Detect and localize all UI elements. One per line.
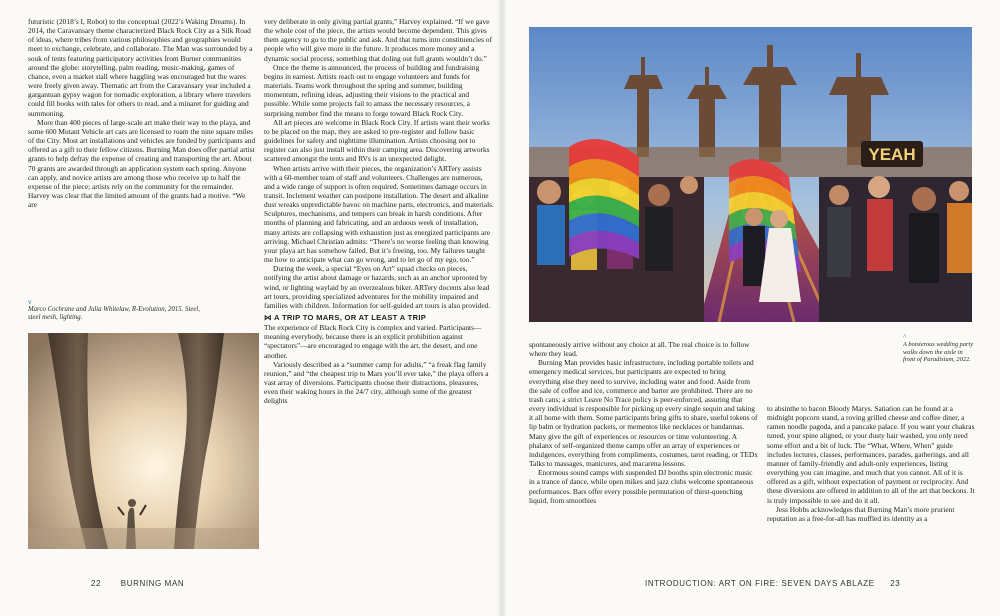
caption-pointer-icon: ^ <box>903 333 907 341</box>
paragraph: During the week, a special “Eyes on Art” squad checks on pieces, notifying the artist about damage or hazards, such as an anchor uprooted by wind, or lighting waylaid by an overzealous biker. ARTery docents also lead art tours, providing specialized adventures for the mobility impaired and families with children. Information for self-guided art tours is also provided. <box>264 264 491 310</box>
caption-pointer-icon: v <box>28 298 32 306</box>
paragraph: Burning Man provides basic infrastructure, including portable toilets and emergency medical services, but participants are expected to bring everything else they need to survive, including water and food. Aside from the sale of coffee and ice, commerce and barter are prohibited. There are no trash cans; a strict Leave No Trace policy is peer-enforced, assuring that every individual is responsible for picking up every single sequin and taking it all home with them. Some participants bring gifts to share, useful tokens of lip balm or hydration packets, or mementos like necklaces or bandannas. Many give the gift of experiences or resources or time volunteering. A phalanx of self-organized theme camps offer an array of experiences or indulgences, everything from compliments, costumes, tarot reading, or TEDx Talks to massages, manicures, and macarena lessons. <box>529 358 758 469</box>
page-gutter <box>497 0 507 616</box>
yeah-sign: YEAH <box>868 145 916 164</box>
page-number: 22 <box>91 579 102 588</box>
paragraph: The experience of Black Rock City is complex and varied. Participants—meaning everybody, because there is an explicit prohibition against “spectators”—are encouraged to engage with the art, the desert, and one another. <box>264 323 482 360</box>
left-photo-caption <box>28 299 208 322</box>
left-page-column-1 <box>28 17 256 209</box>
paragraph: When artists arrive with their pieces, the organization’s ARTery assists with a 60-member team of staff and volunteers. Challenges are numerous, and a wide range of support is often required. Sometimes damage occurs in transit. Inclement weather can postpone installation. The desert and alkaline dust wreaks unpredictable havoc on machine parts, electronics, and materials. Sculptures, mechanisms, and tempers can break in harsh conditions. After months of planning and fabricating, and an arduous week of installation, many artists are collapsing with exhaustion just as energized participants are arriving. Michael Christian admits: “There’s no worse feeling than knowing your playa art has somehow failed. But it’s freeing, too. My failures taught me how to anticipate what can go wrong, and to let go of my ego, too.” <box>264 163 494 265</box>
left-folio <box>91 579 184 588</box>
left-page-column-2 <box>264 17 494 406</box>
caption-text: Marco Cochrane and Julia Whitelaw, R-Evolution, 2015. Steel, steel mesh, lighting. <box>28 306 200 322</box>
paragraph: to absinthe to bacon Bloody Marys. Satiation can be found at a midnight popcorn stand, a roving grilled cheese and coffee diner, a ramen noodle pagoda, and a pancake palace. If you want your chakras tuned, your spine aligned, or your dusty hair washed, you only need some effort and a bit of luck. The “What, Where, When” guide includes lectures, classes, performances, parades, gatherings, and all manner of family-friendly and adult-only experiences, listing everything you can imagine, and much that you cannot. All of it is offered as a gift, without expectation of payment or reciprocity. And these diversions are offered in addition to all of the art that beckons. It is truly impossible to see and do it all. <box>767 404 975 505</box>
section-heading: ⋈ A TRIP TO MARS, OR AT LEAST A TRIP <box>264 313 427 322</box>
paragraph: All art pieces are welcome in Black Rock City. If artists want their works to be placed on the map, they are asked to pre-register and follow basic guidelines for safety and nighttime illumination. Artists choosing not to register can also just install within their camping area. Discovering artworks scattered amongst the tents and RVs is an unexpected delight. <box>264 117 490 164</box>
page-number: 23 <box>890 579 901 588</box>
flame-ornament-icon: ⋈ <box>264 313 275 322</box>
paragraph: spontaneously arrive without any choice at all. The real choice is to follow where they lead. <box>529 340 750 359</box>
paragraph: futuristic (2018’s I, Robot) to the conceptual (2022’s Waking Dreams). In 2014, the Caravansary theme characterized Black Rock City as a Silk Road of ideas, where tribes from various philosophies and geographies would meet to exchange, celebrate, and collaborate. The Man was surrounded by a souk of tents featuring participatory activities from Burner communities around the globe: storytelling, palm reading, music-making, games of chance, even a market stall where haggling was encouraged but the wares were freely given away. Thematic art from the Caravansary year included a gargantuan gypsy wagon for nomadic exploration, a library where travelers could fill books with tales for others to read, and a minaret for guiding and summoning. <box>28 17 253 118</box>
paragraph: More than 400 pieces of large-scale art make their way to the playa, and some 600 Mutant Vehicle art cars are licensed to roam the nine square miles of the City. Most art installations and vehicles are funded by participants and offered as a gift to their fellow citizens. Burning Man does offer partial artist grants to help defray the expense of creating and transporting the art. About 70 grants are awarded through an application system each spring. Anyone can apply, and novice artists are among those who receive up to half the expense of the piece; artists rely on the community for the remainder. Harvey was clear that the limited amount of the grants had a motive. “We are <box>28 117 256 210</box>
right-page-column-2 <box>767 404 975 523</box>
right-photo-caption <box>903 334 975 364</box>
right-folio <box>645 579 900 588</box>
r-evolution-sculpture-photo <box>28 333 259 549</box>
running-title: INTRODUCTION: ART ON FIRE: SEVEN DAYS ABLAZE <box>645 579 875 588</box>
paragraph: Once the theme is announced, the process of building and fundraising begins in earnest. Artists reach out to engage volunteers and funds for materials. Teams work throughout the spring and summer, building momentum, refining ideas, adjusting their visions to the practical and possible. While some projects fail to amass the necessary resources, a surprising number find the means to forge toward Black Rock City. <box>264 62 480 118</box>
paragraph: very deliberate in only giving partial grants,” Harvey explained. “If we gave the whole cost of the piece, the artists would become dependent. This gives them agency to go to the public and ask. And that turns into constituencies of people who will give more in the future. It produces more money and a dynamic social process, something that doling out full grants wouldn’t do.” <box>264 17 493 63</box>
running-title: BURNING MAN <box>120 579 185 588</box>
right-page-column-1 <box>529 340 759 505</box>
paragraph: Variously described as a “summer camp for adults,” “a freak flag family reunion,” and “the cheapest trip to Mars you’ll ever take,” the playa offers a vast array of diversions. Participants choose their distractions, pleasures, even their waking hours in the 24/7 city, although some of the greatest delights <box>264 359 489 406</box>
caption-text: A boisterous wedding party walks down the aisle in front of Paradisium, 2022. <box>903 341 974 364</box>
paragraph: Enormous sound camps with suspended DJ booths spin electronic music in a trance of dance, while open mikes and jazz clubs welcome spontaneous performances. Bars offer every possible permutation of thirst-quenching liquid, from smoothies <box>529 468 754 505</box>
wedding-party-photo <box>529 27 972 322</box>
paragraph: Jess Hobbs acknowledges that Burning Man’s more prurient reputation as a free-for-all has muffled its identity as a <box>767 504 955 523</box>
